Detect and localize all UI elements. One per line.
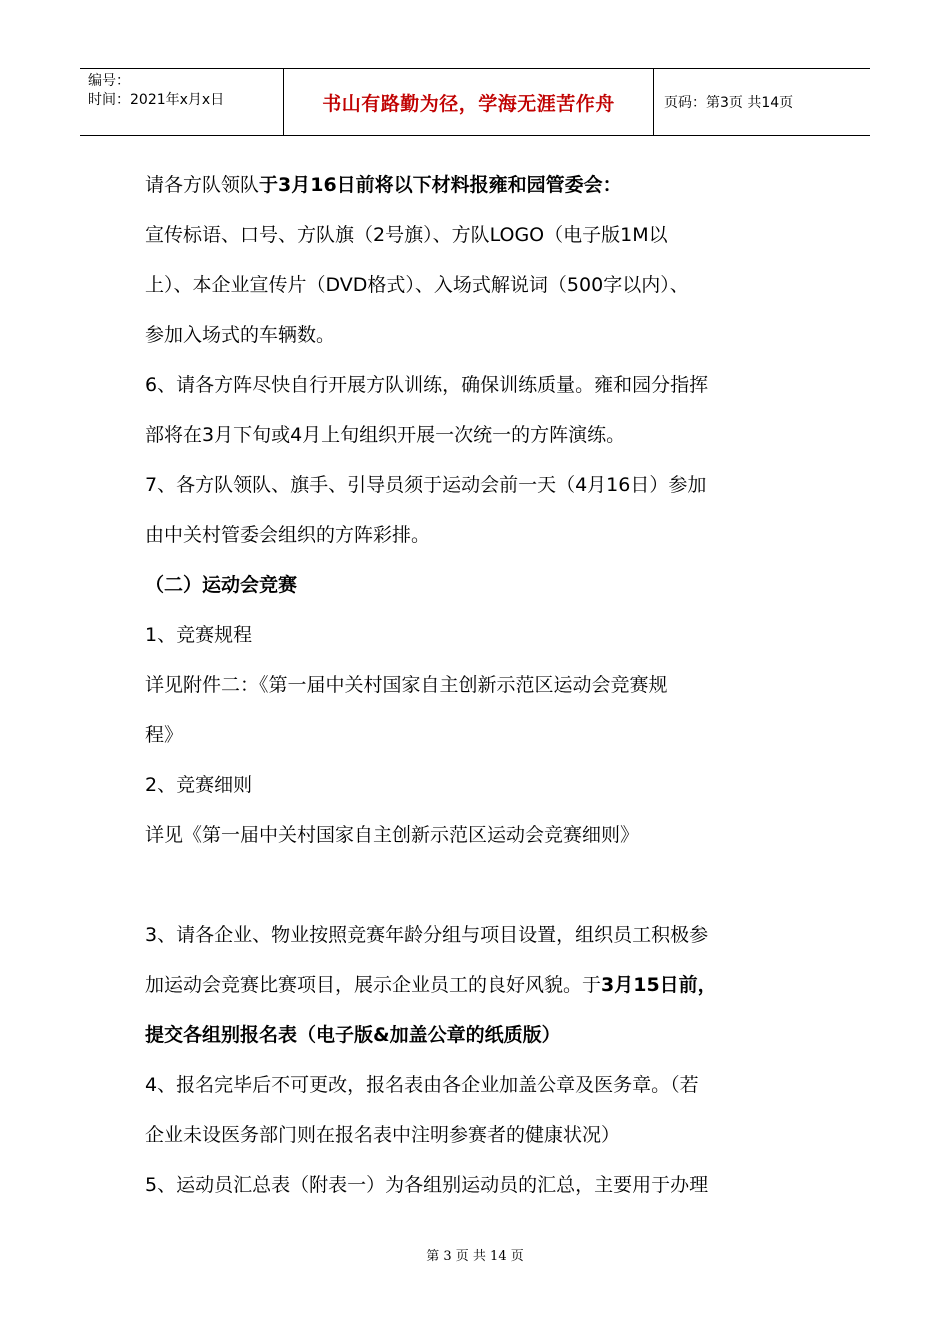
header-meta [80, 69, 283, 135]
blank-line [145, 860, 810, 910]
paragraph: 6、请各方阵尽快自行开展方队训练，确保训练质量。雍和园分指挥 [145, 374, 709, 396]
paragraph: 7、各方队领队、旗手、引导员须于运动会前一天（4月16日）参加 [145, 474, 707, 496]
doc-time-label: 时间：2021年x月x日 [88, 92, 225, 108]
paragraph: 部将在3月下旬或4月上旬组织开展一次统一的方阵演练。 [145, 424, 626, 446]
paragraph: 程》 [145, 724, 184, 746]
paragraph: 4、报名完毕后不可更改，报名表由各企业加盖公章及医务章。（若 [145, 1074, 699, 1096]
bold-text-run: 于3月16日前将以下材料报雍和园管委会： [259, 174, 622, 196]
paragraph [145, 160, 810, 210]
paragraph [145, 960, 810, 1010]
section-heading: （二）运动会竞赛 [145, 574, 298, 596]
paragraph: 5、运动员汇总表（附表一）为各组别运动员的汇总，主要用于办理 [145, 1174, 709, 1196]
text-run: 加运动会竞赛比赛项目，展示企业员工的良好风貌。于 [145, 974, 602, 996]
paragraph: 企业未设医务部门则在报名表中注明参赛者的健康状况） [145, 1124, 621, 1146]
paragraph: 提交各组别报名表（电子版&加盖公章的纸质版） [145, 1024, 561, 1046]
header-page-info: 页码：第3页 共14页 [664, 95, 794, 111]
document-body [145, 160, 810, 1210]
list-item: 2、竞赛细则 [145, 774, 253, 796]
paragraph: 宣传标语、口号、方队旗（2号旗）、方队LOGO（电子版1M以 [145, 224, 668, 246]
bold-text-run: 3月15日前， [601, 974, 717, 996]
paragraph: 3、请各企业、物业按照竞赛年龄分组与项目设置，组织员工积极参 [145, 924, 709, 946]
header-motto: 书山有路勤为径，学海无涯苦作舟 [283, 69, 654, 135]
text-run: 请各方队领队 [145, 174, 260, 196]
paragraph: 详见附件二：《第一届中关村国家自主创新示范区运动会竞赛规 [145, 674, 668, 696]
list-item: 1、竞赛规程 [145, 624, 253, 646]
paragraph: 详见《第一届中关村国家自主创新示范区运动会竞赛细则》 [145, 824, 640, 846]
paragraph: 参加入场式的车辆数。 [145, 324, 336, 346]
page-footer: 第 3 页 共 14 页 [426, 1249, 524, 1264]
doc-number-label: 编号： [88, 73, 130, 89]
page-header [80, 68, 870, 136]
paragraph: 上）、本企业宣传片（DVD格式）、入场式解说词（500字以内）、 [145, 274, 689, 296]
paragraph: 由中关村管委会组织的方阵彩排。 [145, 524, 431, 546]
